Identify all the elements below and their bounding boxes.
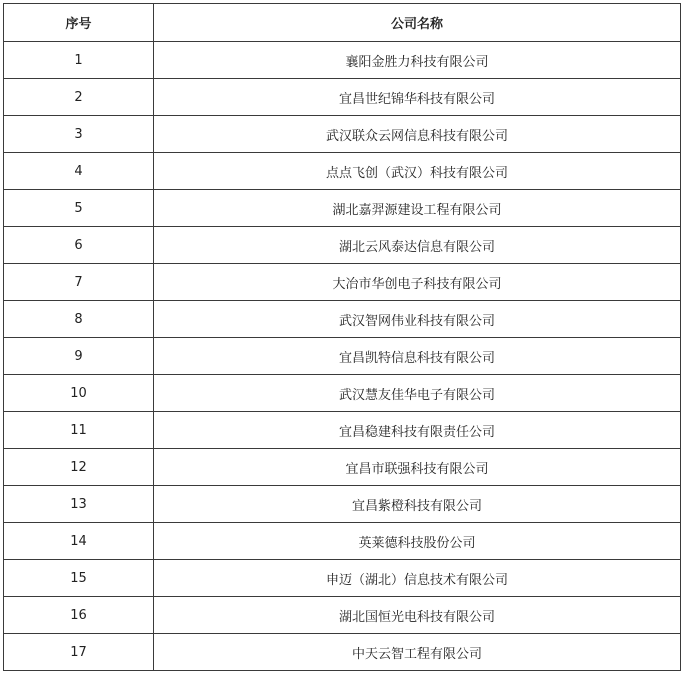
table-row: [4, 412, 681, 449]
row-index-cell: 14: [4, 523, 154, 560]
table-row: [4, 375, 681, 412]
table-row: [4, 153, 681, 190]
row-index-cell: 1: [4, 42, 154, 79]
row-company-name-cell: 宜昌世纪锦华科技有限公司: [154, 79, 681, 116]
row-index-cell: 17: [4, 634, 154, 671]
row-company-name-cell: 点点飞创（武汉）科技有限公司: [154, 153, 681, 190]
row-company-name-cell: 宜昌稳建科技有限责任公司: [154, 412, 681, 449]
row-index-cell: 12: [4, 449, 154, 486]
table-row: [4, 634, 681, 671]
row-company-name-cell: 大冶市华创电子科技有限公司: [154, 264, 681, 301]
table-row: [4, 190, 681, 227]
row-index-cell: 2: [4, 79, 154, 116]
row-company-name-cell: 湖北云风泰达信息有限公司: [154, 227, 681, 264]
table-row: [4, 227, 681, 264]
row-company-name-cell: 武汉慧友佳华电子有限公司: [154, 375, 681, 412]
table-row: [4, 597, 681, 634]
row-company-name-cell: 宜昌市联强科技有限公司: [154, 449, 681, 486]
row-index-cell: 16: [4, 597, 154, 634]
row-index-cell: 5: [4, 190, 154, 227]
table-row: [4, 560, 681, 597]
company-table: [3, 3, 681, 671]
row-index-cell: 13: [4, 486, 154, 523]
header-company-name: 公司名称: [154, 4, 681, 42]
table-body: [4, 42, 681, 671]
row-company-name-cell: 襄阳金胜力科技有限公司: [154, 42, 681, 79]
row-company-name-cell: 武汉联众云网信息科技有限公司: [154, 116, 681, 153]
row-company-name-cell: 湖北国恒光电科技有限公司: [154, 597, 681, 634]
table-row: [4, 523, 681, 560]
row-company-name-cell: 宜昌紫橙科技有限公司: [154, 486, 681, 523]
row-index-cell: 4: [4, 153, 154, 190]
row-index-cell: 11: [4, 412, 154, 449]
table-row: [4, 449, 681, 486]
row-company-name-cell: 申迈（湖北）信息技术有限公司: [154, 560, 681, 597]
row-index-cell: 9: [4, 338, 154, 375]
table-row: [4, 79, 681, 116]
row-index-cell: 8: [4, 301, 154, 338]
row-company-name-cell: 宜昌凯特信息科技有限公司: [154, 338, 681, 375]
table-row: [4, 264, 681, 301]
table-row: [4, 486, 681, 523]
table-row: [4, 42, 681, 79]
row-company-name-cell: 英莱德科技股份公司: [154, 523, 681, 560]
row-index-cell: 15: [4, 560, 154, 597]
header-index: 序号: [4, 4, 154, 42]
row-company-name-cell: 湖北嘉羿源建设工程有限公司: [154, 190, 681, 227]
row-company-name-cell: 武汉智网伟业科技有限公司: [154, 301, 681, 338]
row-index-cell: 10: [4, 375, 154, 412]
row-index-cell: 6: [4, 227, 154, 264]
table-row: [4, 301, 681, 338]
table-header-row: [4, 4, 681, 42]
row-index-cell: 3: [4, 116, 154, 153]
company-table-container: [3, 3, 681, 671]
row-index-cell: 7: [4, 264, 154, 301]
table-row: [4, 338, 681, 375]
row-company-name-cell: 中天云智工程有限公司: [154, 634, 681, 671]
table-row: [4, 116, 681, 153]
